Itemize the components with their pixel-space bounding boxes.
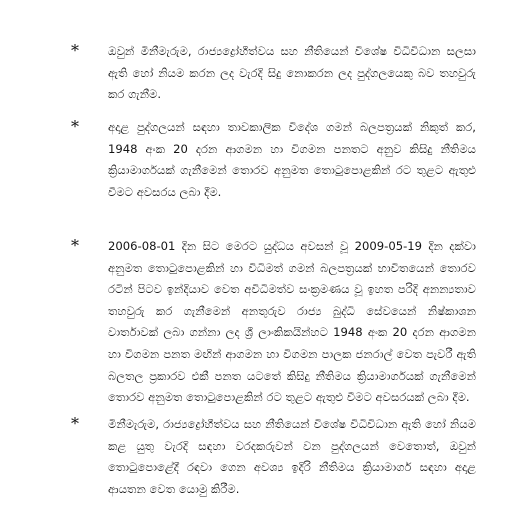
list-item-text: 2006-08-01 දින සිට මෙරට යුද්ධය අවසන් වූ 2009-05-19 දින දක්වා අනුමත තොටුපොළකින් හා විධිමත් ගමන් බලපත්‍රයක් භාවිතයෙන් තොරව රටින් පිටව ඉන්දියාව වෙත අවිධිමත්ව සංක්‍රමණය වූ ඉහත පරිදි අනන්‍යතාව තහවුරු කර ගැනීමෙන් අනතුරුව රාජ්‍ය බුද්ධි සේවයෙන් නිෂ්කාශන වාර්තාවක් ලබා ගන්නා ලද ශ්‍රී ලාංකිකයින්හට 1948 අංක 20 දරන ආගමන හා විගමන පනත මඟින් ආගමන හා විගමන පාලක ජනරාල් වෙත පැවරී ඇති බලතල ප්‍රකාරව එකී පනත යටතේ කිසිදු නීතිමය ක්‍රියාමාර්ගයක් ගැනීමෙන් තොරව අනුමත තොටුපොළකින් රට තුළට ඇතුළු වීමට අවසරයක් ලබා දීම. xyxy=(108,239,476,405)
list-item-text: මිනීමැරුම, රාජ්‍යද්‍රෝහීත්වය සහ නීතියෙන් විශේෂ විධිවිධාන ඇති හෝ නියම කළ යුතු වැරදි සඳහා වරදකරුවන් වන පුද්ගලයන් වෙතොත්, ඔවුන් තොටුපොළේදී රඳවා ගෙන අවශ්‍ය ඉදිරි නීතිමය ක්‍රියාමාර්ග සඳහා අදාළ ආයතන වෙත යොමු කිරීම. xyxy=(108,417,476,496)
bullet-marker: * xyxy=(71,236,79,255)
bullet-marker: * xyxy=(71,117,79,136)
bullet-marker: * xyxy=(71,41,79,60)
list-item-text: අදාළ පුද්ගලයන් සඳහා තාවකාලික විදේශ ගමන් බලපත්‍රයක් නිකුත් කර, 1948 අංක 20 දරන ආගමන හා විගමන පනතට අනුව කිසිදු නීතිමය ක්‍රියාමාර්ගයක් ගැනීමෙන් තොරව අනුමත තොටුපොළකින් රට තුළට ඇතුළු වීමට අවසරය ලබා දීම. xyxy=(108,120,476,199)
bullet-marker: * xyxy=(71,414,79,433)
list-item-text: ඔවුන් මිනීමැරුම, රාජ්‍යද්‍රෝහීත්වය සහ නීතියෙන් විශේෂ විධිවිධාන සලසා ඇති හෝ නියම කරන ලද වැරදි සිදු නොකරන ලද පුද්ගලයෙකු බව තහවුරු කර ගැනීම. xyxy=(108,44,476,102)
